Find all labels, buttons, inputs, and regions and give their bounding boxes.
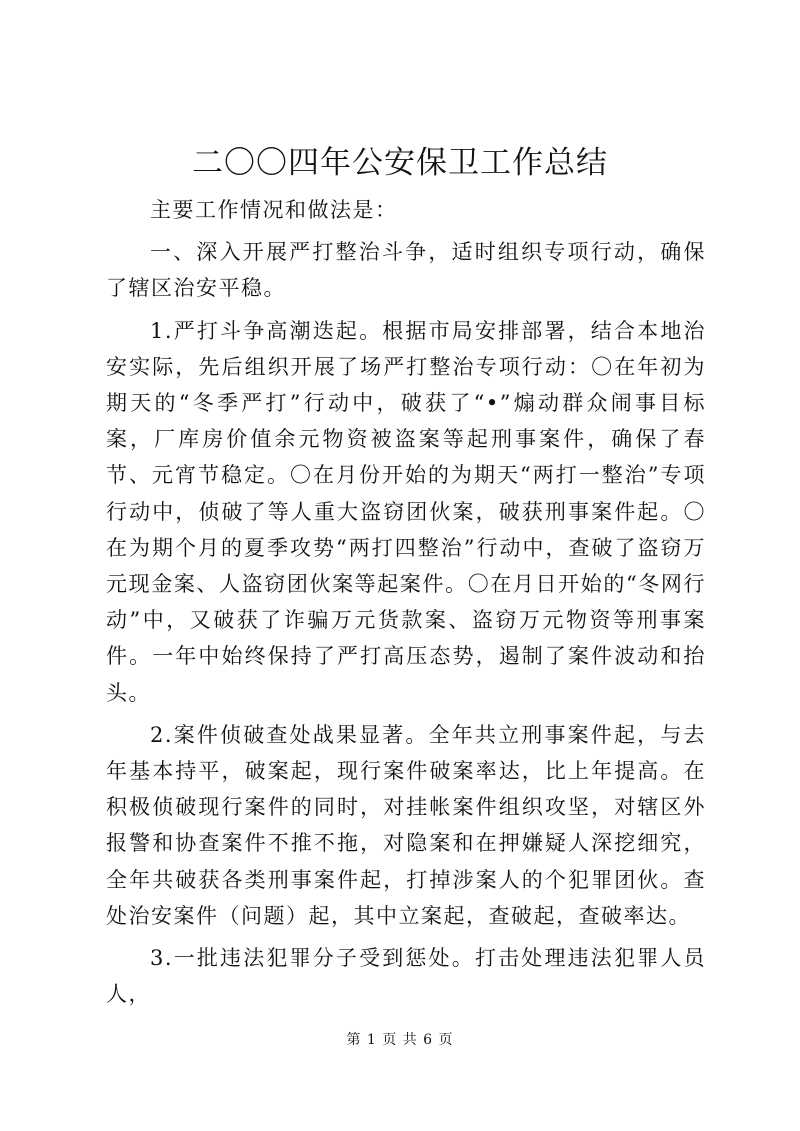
page-number-footer: 第 1 页 共 6 页 [346,1032,454,1048]
paragraph-item-3: 3.一批违法犯罪分子受到惩处。打击处理违法犯罪人员人， [106,946,706,1007]
paragraph-intro: 主要工作情况和做法是： [150,198,398,222]
paragraph-item-1: 1.严打斗争高潮迭起。根据市局安排部署，结合本地治安实际，先后组织开展了场严打整治专项行动：〇在年初为期天的“冬季严打”行动中，破获了“•”煽动群众闹事目标案，厂库房价值余元物资被盗案等起刑事案件，确保了春节、元宵节稳定。〇在月份开始的为期天“两打一整治”专项行动中，侦破了等人重大盗窃团伙案，破获刑事案件起。〇在为期个月的夏季攻势“两打四整治”行动中，查破了盗窃万元现金案、人盗窃团伙案等起案件。〇在月日开始的“冬网行动”中，又破获了诈骗万元货款案、盗窃万元物资等刑事案件。一年中始终保持了严打高压态势，遏制了案件波动和抬头。 [106,318,706,705]
paragraph-section-one: 一、深入开展严打整治斗争，适时组织专项行动，确保了辖区治安平稳。 [106,240,706,301]
document-title: 二〇〇四年公安保卫工作总结 [192,145,608,181]
paragraph-item-2: 2.案件侦破查处战果显著。全年共立刑事案件起，与去年基本持平，破案起，现行案件破案率达，比上年提高。在积极侦破现行案件的同时，对挂帐案件组织攻坚，对辖区外报警和协查案件不推不拖，对隐案和在押嫌疑人深挖细究，全年共破获各类刑事案件起，打掉涉案人的个犯罪团伙。查处治安案件（问题）起，其中立案起，查破起，查破率达。 [106,722,706,928]
document-body [106,192,706,1012]
